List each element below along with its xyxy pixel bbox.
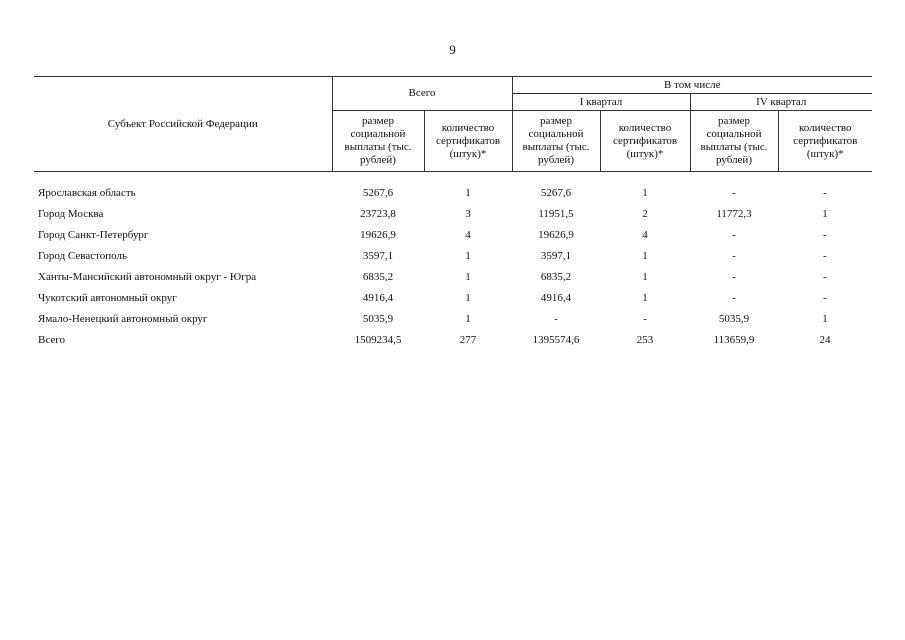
cell-q1-count: 1: [642, 250, 648, 262]
cell-total-payment: 19626,9: [360, 229, 396, 241]
column-header-q1-payment: размер социальной выплаты (тыс. рублей): [512, 111, 600, 172]
column-header-total: Всего: [332, 77, 512, 111]
cell-total-count: 4: [465, 229, 471, 241]
table-row: [34, 288, 872, 309]
cell-total-count: 1: [465, 250, 471, 262]
cell-subject: Всего: [38, 334, 65, 346]
column-header-total-certificates: количество сертификатов (штук)*: [424, 111, 512, 172]
cell-total-payment: 1509234,5: [354, 334, 402, 346]
cell-subject: Город Санкт-Петербург: [38, 229, 149, 241]
table-row: [34, 225, 872, 246]
cell-total-payment: 23723,8: [360, 208, 396, 220]
data-table: [34, 76, 872, 351]
cell-q1-payment: 4916,4: [540, 292, 572, 304]
column-header-total-payment: размер социальной выплаты (тыс. рублей): [332, 111, 424, 172]
cell-total-payment: 3597,1: [362, 250, 394, 262]
cell-q4-count: 24: [819, 334, 831, 346]
cell-q4-count: 1: [822, 208, 828, 220]
table-row: [34, 204, 872, 225]
cell-q4-count: -: [823, 271, 827, 283]
cell-q1-count: 253: [636, 334, 654, 346]
cell-subject: Город Москва: [38, 208, 104, 220]
cell-total-payment: 6835,2: [362, 271, 394, 283]
column-header-q1: I квартал: [512, 94, 690, 111]
cell-q4-count: -: [823, 187, 827, 199]
cell-total-payment: 5267,6: [362, 187, 394, 199]
cell-q4-count: 1: [822, 313, 828, 325]
cell-q4-count: -: [823, 292, 827, 304]
column-header-q1-certificates: количество сертификатов (штук)*: [600, 111, 690, 172]
table-row: [34, 183, 872, 204]
cell-q4-payment: -: [732, 229, 736, 241]
cell-subject: Чукотский автономный округ: [38, 292, 177, 304]
cell-q4-count: -: [823, 250, 827, 262]
cell-total-count: 1: [465, 292, 471, 304]
cell-q1-count: 4: [642, 229, 648, 241]
table-row-total: [34, 330, 872, 351]
column-header-subject: Субъект Российской Федерации: [34, 77, 332, 172]
table-row: [34, 246, 872, 267]
cell-subject: Город Севастополь: [38, 250, 127, 262]
cell-q1-payment: 6835,2: [540, 271, 572, 283]
column-header-q4-certificates: количество сертификатов (штук)*: [778, 111, 872, 172]
cell-q1-count: 1: [642, 271, 648, 283]
cell-total-count: 277: [459, 334, 477, 346]
cell-total-payment: 5035,9: [362, 313, 394, 325]
cell-q1-payment: 11951,5: [538, 208, 574, 220]
cell-total-count: 1: [465, 271, 471, 283]
cell-q4-payment: 5035,9: [718, 313, 750, 325]
cell-q1-payment: 3597,1: [540, 250, 572, 262]
cell-total-payment: 4916,4: [362, 292, 394, 304]
cell-q1-count: -: [643, 313, 647, 325]
cell-subject: Ханты-Мансийский автономный округ - Югра: [38, 271, 257, 283]
page-number: 9: [449, 42, 456, 57]
column-header-q4: IV квартал: [690, 94, 872, 111]
cell-q4-payment: -: [732, 187, 736, 199]
cell-q1-count: 1: [642, 187, 648, 199]
cell-q1-payment: -: [554, 313, 558, 325]
cell-q4-payment: 113659,9: [713, 334, 755, 346]
cell-total-count: 1: [465, 313, 471, 325]
cell-subject: Ярославская область: [38, 187, 136, 199]
cell-total-count: 3: [465, 208, 471, 220]
cell-q1-payment: 5267,6: [540, 187, 572, 199]
cell-q1-count: 1: [642, 292, 648, 304]
cell-q4-payment: -: [732, 292, 736, 304]
cell-q1-count: 2: [642, 208, 648, 220]
table-row: [34, 267, 872, 288]
cell-q4-payment: 11772,3: [716, 208, 752, 220]
table-row: [34, 309, 872, 330]
cell-q1-payment: 1395574,6: [532, 334, 580, 346]
cell-q1-payment: 19626,9: [538, 229, 574, 241]
column-header-including: В том числе: [512, 77, 872, 94]
cell-q4-count: -: [823, 229, 827, 241]
cell-q4-payment: -: [732, 250, 736, 262]
cell-subject: Ямало-Ненецкий автономный округ: [38, 313, 208, 325]
cell-total-count: 1: [465, 187, 471, 199]
cell-q4-payment: -: [732, 271, 736, 283]
column-header-q4-payment: размер социальной выплаты (тыс. рублей): [690, 111, 778, 172]
